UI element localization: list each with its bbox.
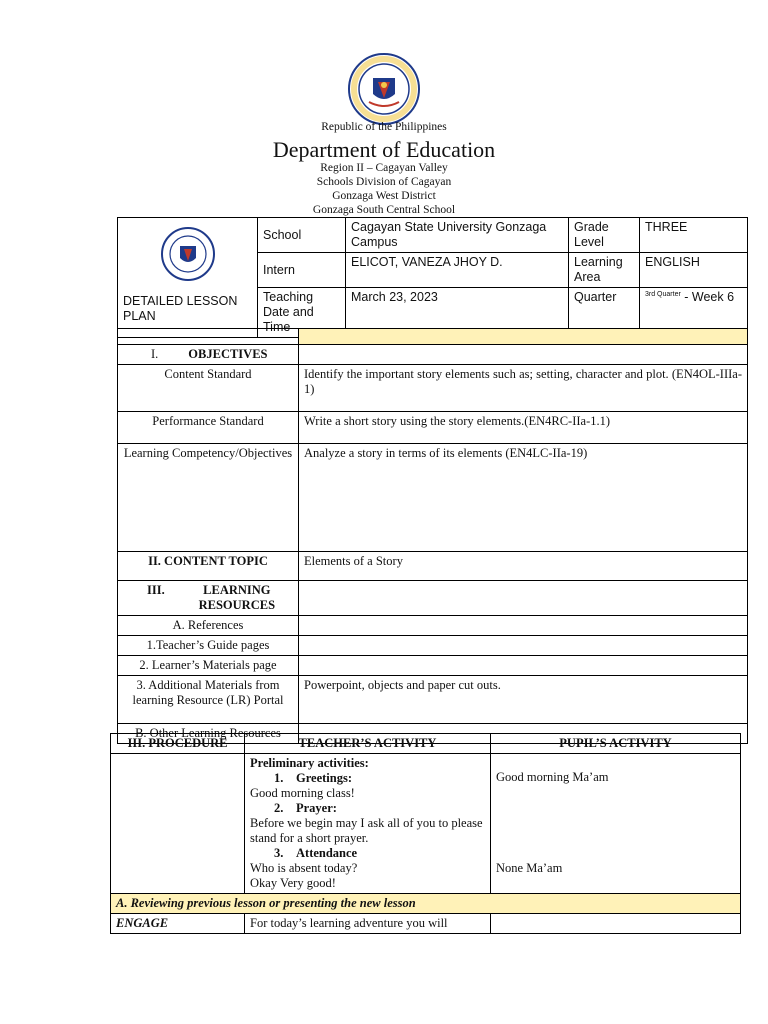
objectives-title: OBJECTIVES bbox=[188, 347, 268, 361]
quarter-value: - Week 6 bbox=[680, 290, 735, 304]
deped-seal-small-logo bbox=[155, 226, 221, 282]
additional-materials-value: Powerpoint, objects and paper cut outs. bbox=[299, 676, 748, 724]
greetings-pupil: Good morning Ma’am bbox=[496, 770, 609, 784]
area-label: Learning Area bbox=[569, 253, 640, 288]
content-standard-value: Identify the important story elements such as; setting, character and plot. (EN4OL-IIIa-1) bbox=[299, 365, 748, 412]
intern-value: ELICOT, VANEZA JHOY D. bbox=[346, 253, 569, 288]
grade-value: THREE bbox=[640, 218, 748, 253]
teachers-guide-empty bbox=[299, 636, 748, 656]
attendance-teacher-2: Okay Very good! bbox=[250, 876, 336, 890]
division-line: Schools Division of Cagayan bbox=[316, 176, 452, 188]
highlight-bar bbox=[299, 329, 748, 345]
lesson-plan-table bbox=[117, 328, 748, 744]
content-topic-value: Elements of a Story bbox=[299, 552, 748, 581]
procedure-table bbox=[110, 733, 741, 934]
school-line: Gonzaga South Central School bbox=[312, 204, 456, 216]
other-resources-label: B. Other Learning Resources bbox=[118, 724, 299, 744]
pupil-col-header: PUPIL’S ACTIVITY bbox=[491, 734, 741, 754]
plan-title-cell bbox=[118, 218, 258, 338]
quarter-label: Quarter bbox=[569, 288, 640, 338]
region-line: Region II – Cagayan Valley bbox=[320, 162, 448, 174]
teachers-guide-label: 1.Teacher’s Guide pages bbox=[118, 636, 299, 656]
area-value: ENGLISH bbox=[640, 253, 748, 288]
school-label: School bbox=[258, 218, 346, 253]
learners-materials-label: 2. Learner’s Materials page bbox=[118, 656, 299, 676]
references-empty bbox=[299, 616, 748, 636]
competency-label: Learning Competency/Objectives bbox=[118, 444, 299, 552]
greetings-num: 1. bbox=[274, 771, 284, 785]
resources-title: LEARNING RESOURCES bbox=[198, 583, 276, 612]
content-topic-label: II. CONTENT TOPIC bbox=[118, 552, 299, 581]
greetings-heading: Greetings: bbox=[296, 771, 353, 785]
greetings-teacher: Good morning class! bbox=[250, 786, 355, 800]
plan-title: DETAILED LESSON PLAN bbox=[123, 294, 238, 323]
grade-label: Grade Level bbox=[569, 218, 640, 253]
learners-materials-empty bbox=[299, 656, 748, 676]
district-line: Gonzaga West District bbox=[332, 190, 436, 202]
resources-num: III. bbox=[147, 583, 165, 597]
pupil-preliminary-cell bbox=[491, 754, 741, 894]
additional-materials-label: 3. Additional Materials from learning Resource (LR) Portal bbox=[118, 676, 299, 724]
review-heading: A. Reviewing previous lesson or presenting the new lesson bbox=[111, 894, 741, 914]
competency-value: Analyze a story in terms of its elements (EN4LC-IIa-19) bbox=[299, 444, 748, 552]
prayer-teacher: Before we begin may I ask all of you to please stand for a short prayer. bbox=[250, 816, 483, 845]
republic-line: Republic of the Philippines bbox=[321, 121, 447, 133]
engage-pupil-empty bbox=[491, 914, 741, 934]
preliminary-heading: Preliminary activities: bbox=[250, 756, 369, 770]
date-value: March 23, 2023 bbox=[346, 288, 569, 338]
quarter-sup: 3rd Quarter bbox=[645, 290, 681, 298]
engage-label: ENGAGE bbox=[111, 914, 245, 934]
performance-standard-value: Write a short story using the story elements.(EN4RC-IIa-1.1) bbox=[299, 412, 748, 444]
prayer-num: 2. bbox=[274, 801, 284, 815]
teacher-preliminary-cell bbox=[245, 754, 491, 894]
objectives-num: I. bbox=[151, 347, 159, 361]
references-label: A. References bbox=[118, 616, 299, 636]
attendance-teacher-1: Who is absent today? bbox=[250, 861, 358, 875]
objectives-heading bbox=[118, 345, 299, 365]
engage-teacher: For today’s learning adventure you will bbox=[245, 914, 491, 934]
blank-cell bbox=[118, 329, 299, 345]
performance-standard-label: Performance Standard bbox=[118, 412, 299, 444]
attendance-pupil: None Ma’am bbox=[496, 861, 563, 875]
prayer-heading: Prayer: bbox=[296, 801, 337, 815]
content-standard-label: Content Standard bbox=[118, 365, 299, 412]
intern-label: Intern bbox=[258, 253, 346, 288]
procedure-empty-cell bbox=[111, 754, 245, 894]
school-value: Cagayan State University Gonzaga Campus bbox=[346, 218, 569, 253]
date-label: Teaching Date and Time bbox=[258, 288, 346, 338]
procedure-col-header: III. PROCEDURE bbox=[111, 734, 245, 754]
attendance-heading: Attendance bbox=[296, 846, 358, 860]
lesson-info-table bbox=[117, 217, 748, 338]
attendance-num: 3. bbox=[274, 846, 284, 860]
deped-seal-logo bbox=[347, 52, 421, 126]
resources-empty bbox=[299, 581, 748, 616]
objectives-empty bbox=[299, 345, 748, 365]
resources-heading bbox=[118, 581, 299, 616]
teacher-col-header: TEACHER’S ACTIVITY bbox=[245, 734, 491, 754]
department-title: Department of Education bbox=[272, 137, 496, 162]
